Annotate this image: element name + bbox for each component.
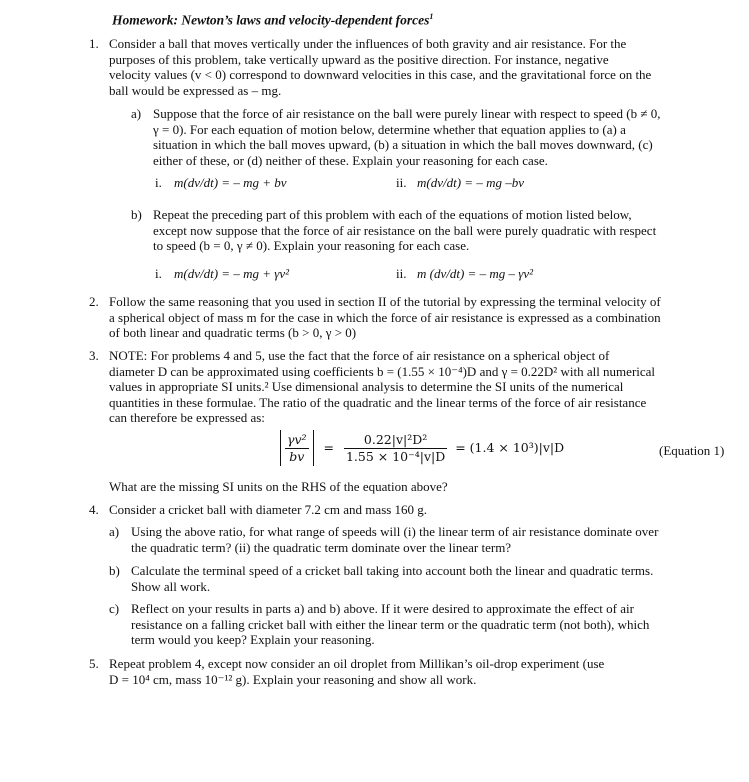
ratio-middle: $\frac{\text{0.22|v|²D²}}{\text{1.55 × 10⁻⁴|v|D}}$ [345, 432, 446, 464]
problem-3-text: NOTE: For problems 4 and 5, use the fact that the force of air resistance on a spherical object of diameter D can be approximated using coefficients b = (1.55 × 10⁻⁴)D and γ = 0.22D² with all numerical values in appropriate SI units.² Use dimensional analysis to determine the SI units of the numerical quantities in these formulae. The ratio of the quadratic and the linear terms of the force of air resistance can therefore be expressed as: [109, 348, 656, 425]
problem-4c-text: Reflect on your results in parts a) and b) above. If it were desired to approximate the effect of air resistance on a falling cricket ball with either the linear term or the quadratic term (not both), which term would you keep? Explain your reasoning. [131, 601, 650, 647]
problem-5-number: 5. [89, 656, 99, 671]
problem-4-intro: Consider a cricket ball with diameter 7.2 cm and mass 160 g. [109, 502, 428, 517]
ratio-rhs: = (1.4 × 10³)|v|D [455, 440, 565, 456]
problem-2-text: Follow the same reasoning that you used in section II of the tutorial by expressing the terminal velocity of a spherical object of mass m for the case in which the force of air resistance is expressed as a combination of both linear and quadratic terms (b > 0, γ > 0) [109, 294, 661, 340]
page-title: Homework: Newton’s laws and velocity-dependent forces$^1$ [112, 12, 434, 28]
abs-bar-left [280, 430, 281, 466]
problem-1a-eq-ii-label: ii. [396, 175, 407, 190]
equals-sign: = [323, 440, 334, 456]
equation-1 [280, 430, 570, 472]
problem-4a-label: a) [109, 524, 120, 539]
problem-5-text: Repeat problem 4, except now consider an oil droplet from Millikan’s oil-drop experiment (use D = 10⁴ cm, mass 10⁻¹² g). Explain your reasoning and show all work. [109, 656, 605, 687]
problem-1b-text: Repeat the preceding part of this problem with each of the equations of motion listed below, except now suppose that the force of air resistance on the ball were purely quadratic with respect to speed (b = 0, γ ≠ 0). Explain your reasoning for each case. [153, 207, 657, 253]
problem-1b-eq-ii: m (dv/dt) = – mg – γv² [417, 266, 533, 281]
abs-bar-right [313, 430, 314, 466]
title-footnote-marker: 1 [429, 12, 434, 21]
problem-1a-eq-i: m(dv/dt) = – mg + bv [174, 175, 287, 190]
problem-1a-eq-i-label: i. [155, 175, 162, 190]
equation-label: (Equation 1) [659, 443, 725, 458]
problem-4b-text: Calculate the terminal speed of a cricket ball taking into account both the linear and quadratic terms. Show all work. [131, 563, 654, 594]
problem-1b-eq-ii-label: ii. [396, 266, 407, 281]
problem-1-intro: Consider a ball that moves vertically under the influences of both gravity and air resistance. For the purposes of this problem, take vertically upward as the positive direction. For instance, negative velocity values (v < 0) correspond to downward velocities in this case, and the gravitational force on the ball would be expressed as – mg. [109, 36, 652, 98]
problem-4-number: 4. [89, 502, 99, 517]
problem-1b-label: b) [131, 207, 142, 222]
problem-1a-label: a) [131, 106, 142, 121]
problem-4a-text: Using the above ratio, for what range of speeds will (i) the linear term of air resistance dominate over the quadratic term? (ii) the quadratic term dominate over the linear term? [131, 524, 659, 555]
problem-4b-label: b) [109, 563, 120, 578]
problem-1a-text: Suppose that the force of air resistance on the ball were purely linear with respect to speed (b ≠ 0, γ = 0). For each equation of motion below, determine whether that equation applies to (a) a situation in which the ball moves upward, (b) a situation in which the ball moves downward, (c) either of these, or (d) neither of these. Explain your reasoning for each case. [153, 106, 661, 168]
problem-3-number: 3. [89, 348, 99, 363]
problem-1b-eq-i: m(dv/dt) = – mg + γv² [174, 266, 290, 281]
problem-1a-eq-ii: m(dv/dt) = – mg –bv [417, 175, 524, 190]
ratio-lhs: $\frac{\text{γv²}}{bv}$ [286, 432, 307, 464]
problem-4c-label: c) [109, 601, 120, 616]
problem-3-question: What are the missing SI units on the RHS of the equation above? [109, 479, 448, 494]
problem-1-number: 1. [89, 36, 99, 51]
problem-1b-eq-i-label: i. [155, 266, 162, 281]
problem-2-number: 2. [89, 294, 99, 309]
